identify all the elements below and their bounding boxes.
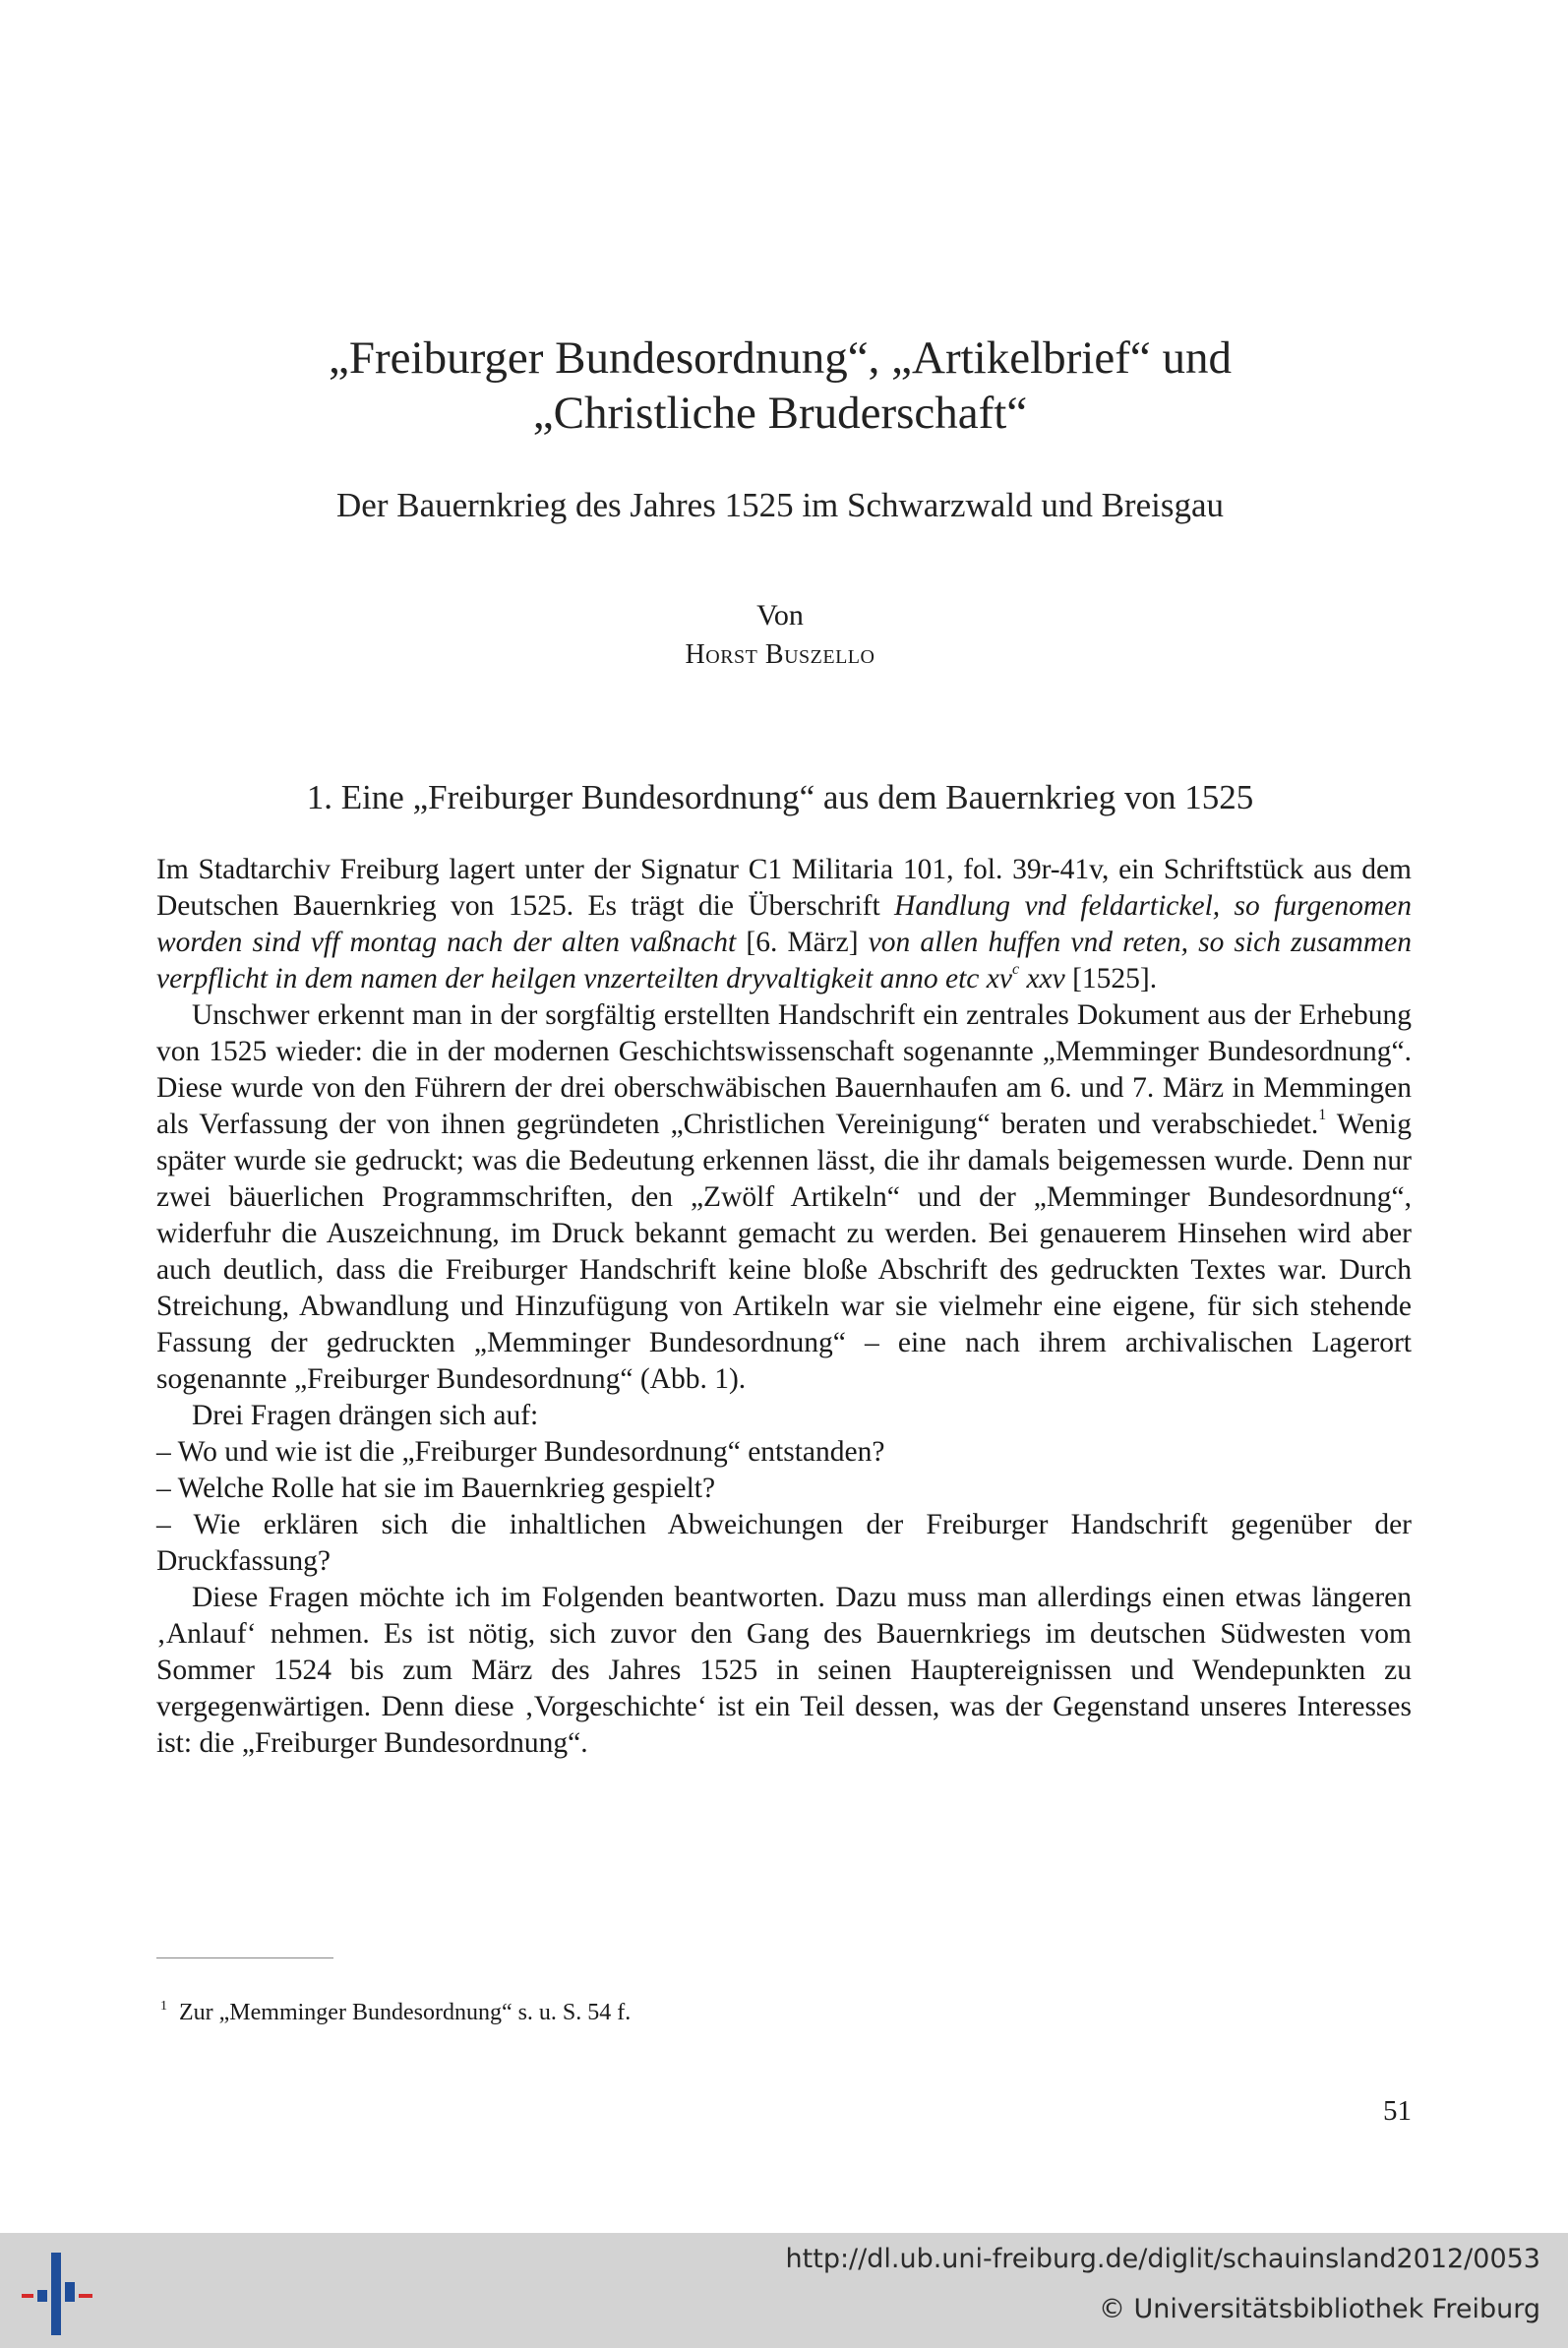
article-subtitle: Der Bauernkrieg des Jahres 1525 im Schwarzwald und Breisgau [336, 486, 1224, 524]
paragraph-1-year: [1525]. [1064, 963, 1158, 994]
ub-freiburg-logo-icon[interactable] [22, 2253, 100, 2335]
paragraph-1-text: Im Stadtarchiv Freiburg lagert unter der Signatur C1 Militaria 101, fol. 39r-41v, ein Schriftstück aus dem Deutschen Bauernkrieg von 1525. Es trägt die Überschrift [156, 854, 1412, 922]
footnote-reference[interactable]: 1 [1318, 1107, 1327, 1123]
paragraph-1 [156, 852, 1412, 997]
page-number: 51 [1383, 2095, 1412, 2127]
paragraph-1-superscript: c [1011, 961, 1020, 978]
body-text [156, 852, 1412, 1762]
questions-intro: Drei Fragen drängen sich auf: [192, 1400, 539, 1431]
question-2: – Welche Rolle hat sie im Bauernkrieg gespielt? [156, 1473, 716, 1504]
footnote-divider [156, 1957, 333, 1958]
paragraph-2 [156, 997, 1412, 1398]
article-title-line-2: „Christliche Bruderschaft“ [532, 388, 1028, 439]
article-title [157, 331, 1403, 441]
copyright-notice: © Universitätsbibliothek Freiburg [1098, 2294, 1540, 2324]
footnote [156, 1998, 1412, 2027]
document-url-link[interactable]: http://dl.ub.uni-freiburg.de/diglit/schauinsland2012/0053 [785, 2244, 1540, 2274]
section-heading: 1. Eine „Freiburger Bundesordnung“ aus dem Bauernkrieg von 1525 [306, 778, 1254, 816]
paragraph-1-quote-end: xxv [1019, 963, 1065, 994]
paragraph-2-text-b: Wenig später wurde sie gedruckt; was die Bedeutung erkennen lässt, die ihr damals beigemessen wurde. Denn nur zwei bäuerlichen Programmschriften, den „Zwölf Artikeln“ und der „Memminger Bundesordnung“, widerfuhr die Auszeichnung, im Druck bekannt gemacht zu werden. Bei genauerem Hinsehen wird aber auch deutlich, dass die Freiburger Handschrift keine bloße Abschrift des gedruckten Textes war. Durch Streichung, Abwandlung und Hinzufügung von Artikeln war sie vielmehr eine eigene, für sich stehende Fassung der gedruckten „Memminger Bundesordnung“ – eine nach ihrem archivalischen Lagerort sogenannte „Freiburger Bundesordnung“ (Abb. 1). [156, 1109, 1412, 1395]
footnote-number: 1 [160, 1999, 167, 2014]
author-name: Horst Buszello [685, 639, 875, 670]
footnote-text: Zur „Memminger Bundesordnung“ s. u. S. 54 f. [179, 2000, 632, 2025]
question-1: – Wo und wie ist die „Freiburger Bundesordnung“ entstanden? [156, 1436, 885, 1468]
paragraph-1-date: [6. März] [736, 927, 869, 958]
paragraph-2-text-a: Unschwer erkennt man in der sorgfältig erstellten Handschrift ein zentrales Dokument aus der Erhebung von 1525 wieder: die in der modernen Geschichtswissenschaft sogenannte „Memminger Bundesordnung“. Diese wurde von den Führern der drei oberschwäbischen Bauernhaufen am 6. und 7. März in Memmingen als Verfassung der von ihnen gegründeten „Christlichen Vereinigung“ beraten und verabschiedet. [156, 999, 1412, 1140]
paragraph-1-quote-body: von allen huffen vnd reten, so sich zusammen verpflicht in dem namen der heilgen vnzerteilten dryvaltigkeit anno etc xv [156, 927, 1413, 994]
question-3: – Wie erklären sich die inhaltlichen Abweichungen der Freiburger Handschrift gegenüber der Druckfassung? [156, 1509, 1412, 1577]
byline-von: Von [756, 599, 804, 632]
article-title-line-1: „Freiburger Bundesordnung“, „Artikelbrief“ und [329, 332, 1232, 384]
paragraph-4: Diese Fragen möchte ich im Folgenden beantworten. Dazu muss man allerdings einen etwas längeren ‚Anlauf‘ nehmen. Es ist nötig, sich zuvor den Gang des Bauernkriegs im deutschen Südwesten vom Sommer 1524 bis zum März des Jahres 1525 in seinen Hauptereignissen und Wendepunkten zu vergegenwärtigen. Denn diese ‚Vorgeschichte‘ ist ein Teil dessen, was der Gegenstand unseres Interesses ist: die „Freiburger Bundesordnung“. [156, 1582, 1412, 1759]
paragraph-1-quote-title: Handlung vnd feldarticke​l, so furgenomen worden sind vff montag nach der alten vaßnacht [156, 890, 1412, 958]
